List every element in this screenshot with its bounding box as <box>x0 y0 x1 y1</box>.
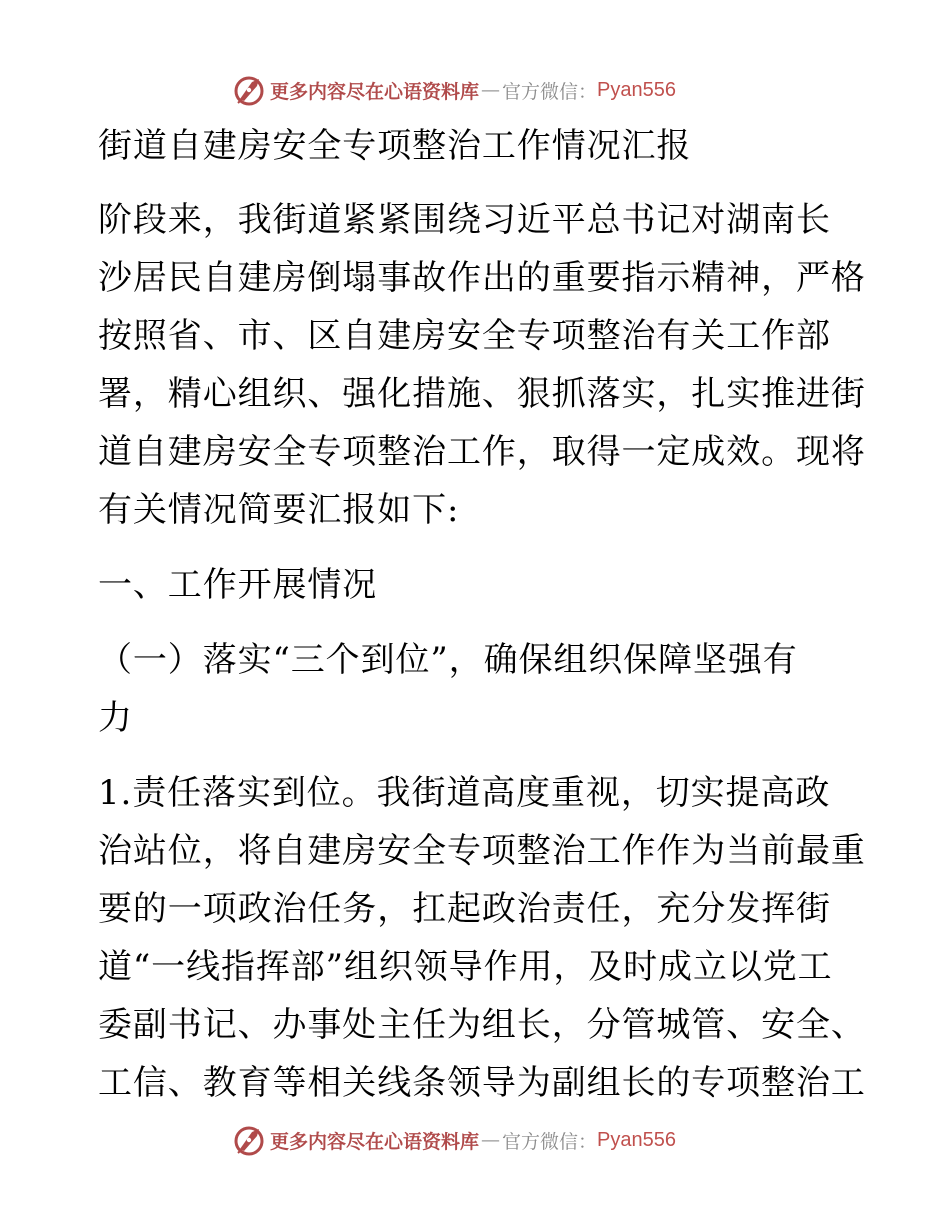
paragraph-line: 按照省、市、区自建房安全专项整治有关工作部 <box>98 316 831 356</box>
paragraph-line: 道自建房安全专项整治工作，取得一定成效。现将 <box>98 432 866 472</box>
document-title: 街道自建房安全专项整治工作情况汇报 <box>98 126 692 166</box>
pen-nib-circle-icon <box>232 1123 266 1157</box>
paragraph-line: 工信、教育等相关线条领导为副组长的专项整治工 <box>98 1063 866 1103</box>
watermark-wechat-label: 官方微信： <box>502 1130 598 1153</box>
paragraph-line: 委副书记、办事处主任为组长，分管城管、安全、 <box>98 1005 866 1045</box>
section-heading: 一、工作开展情况 <box>98 565 378 605</box>
watermark-dash: — <box>481 1129 501 1151</box>
subsection-heading-cont: 力 <box>98 698 133 738</box>
watermark-wechat-id: Pyan556 <box>597 1128 676 1151</box>
watermark-footer <box>232 1122 676 1158</box>
paragraph-line: 要的一项政治任务，扛起政治责任，充分发挥街 <box>98 889 831 929</box>
paragraph-line: 道“一线指挥部”组织领导作用，及时成立以党工 <box>98 947 833 987</box>
watermark-wechat-id: Pyan556 <box>597 78 676 101</box>
watermark-main-text: 更多内容尽在心语资料库 <box>270 80 480 103</box>
watermark-header <box>232 72 676 108</box>
watermark-main-text: 更多内容尽在心语资料库 <box>270 1130 480 1153</box>
paragraph-line: 阶段来，我街道紧紧围绕习近平总书记对湖南长 <box>98 200 831 240</box>
watermark-wechat-label: 官方微信： <box>502 80 598 103</box>
paragraph-line: 沙居民自建房倒塌事故作出的重要指示精神，严格 <box>98 258 866 298</box>
paragraph-line: 署，精心组织、强化措施、狠抓落实，扎实推进街 <box>98 374 866 414</box>
pen-nib-circle-icon <box>232 73 266 107</box>
watermark-dash: — <box>481 79 501 101</box>
paragraph-line: 1.责任落实到位。我街道高度重视，切实提高政 <box>98 773 831 813</box>
paragraph-line: 治站位，将自建房安全专项整治工作作为当前最重 <box>98 831 866 871</box>
subsection-heading: （一）落实“三个到位”，确保组织保障坚强有 <box>98 640 798 680</box>
paragraph-line: 有关情况简要汇报如下: <box>98 490 460 530</box>
